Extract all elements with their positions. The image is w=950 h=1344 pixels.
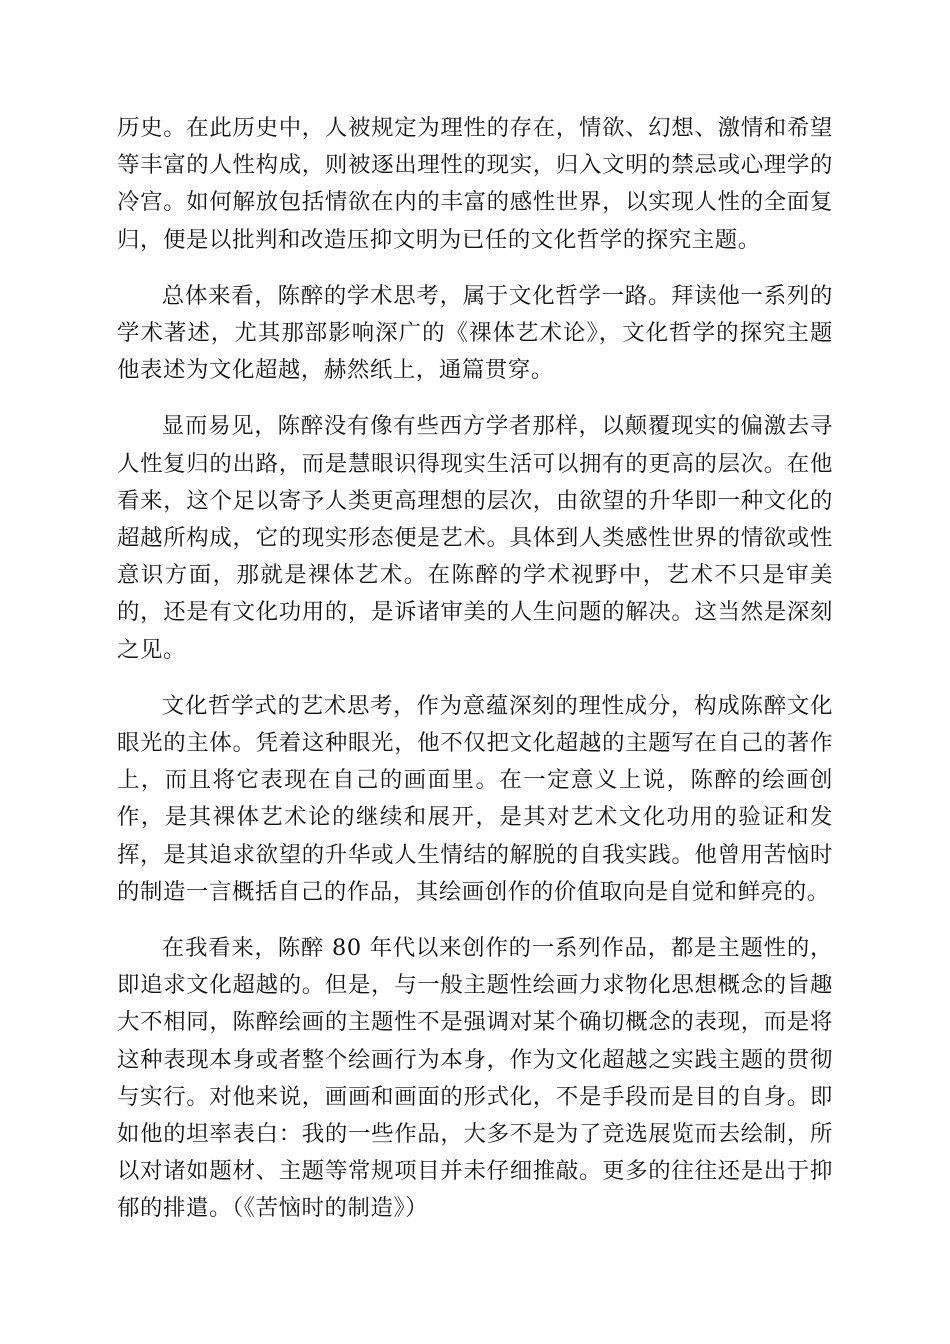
article-body — [117, 110, 833, 1228]
paragraph-2: 总体来看，陈醉的学术思考，属于文化哲学一路。拜读他一系列的学术著述，尤其那部影响深广的《裸体艺术论》，文化哲学的探究主题他表述为文化超越，赫然纸上，通篇贯穿。 — [117, 282, 833, 384]
paragraph-4: 文化哲学式的艺术思考，作为意蕴深刻的理性成分，构成陈醉文化眼光的主体。凭着这种眼光，他不仅把文化超越的主题写在自己的著作上，而且将它表现在自己的画面里。在一定意义上说，陈醉的绘画创作，是其裸体艺术论的继续和展开，是其对艺术文化功用的验证和发挥，是其追求欲望的升华或人生情结的解脱的自我实践。他曾用苦恼时的制造一言概括自己的作品，其绘画创作的价值取向是自觉和鲜亮的。 — [117, 692, 833, 905]
paragraph-3: 显而易见，陈醉没有像有些西方学者那样，以颠覆现实的偏激去寻人性复归的出路，而是慧眼识得现实生活可以拥有的更高的层次。在他看来，这个足以寄予人类更高理想的层次，由欲望的升华即一种文化的超越所构成，它的现实形态便是艺术。具体到人类感性世界的情欲或性意识方面，那就是裸体艺术。在陈醉的学术视野中，艺术不只是审美的，还是有文化功用的，是诉诸审美的人生问题的解决。这当然是深刻之见。 — [117, 413, 833, 663]
paragraph-1: 历史。在此历史中，人被规定为理性的存在，情欲、幻想、激情和希望等丰富的人性构成，则被逐出理性的现实，归入文明的禁忌或心理学的冷宫。如何解放包括情欲在内的丰富的感性世界，以实现人性的全面复归，便是以批判和改造压抑文明为已任的文化哲学的探究主题。 — [117, 115, 833, 253]
paragraph-5: 在我看来，陈醉 80 年代以来创作的一系列作品，都是主题性的，即追求文化超越的。但是，与一般主题性绘画力求物化思想概念的旨趣大不相同，陈醉绘画的主题性不是强调对某个确切概念的表现，而是将这种表现本身或者整个绘画行为本身，作为文化超越之实践主题的贯彻与实行。对他来说，画画和画面的形式化，不是手段而是目的自身。即如他的坦率表白：我的一些作品，大多不是为了竞选展览而去绘制，所以对诸如题材、主题等常规项目并未仔细推敲。更多的往往还是出于抑郁的排遣。（《苦恼时的制造》） — [117, 935, 833, 1222]
